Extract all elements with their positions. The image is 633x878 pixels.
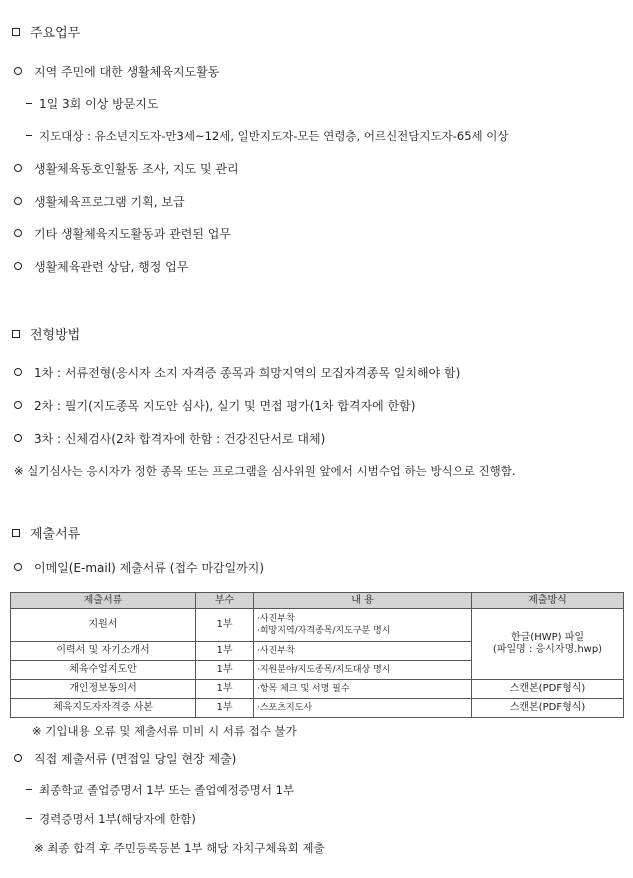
selection-item: 3차 : 신체검사(2차 합격자에 한함 : 건강진단서로 대체) — [14, 431, 325, 447]
circle-bullet-icon — [14, 754, 22, 762]
circle-bullet-icon — [14, 368, 22, 376]
table-header-row — [11, 593, 624, 609]
duty-item: 기타 생활체육지도활동과 관련된 업무 — [14, 226, 231, 242]
selection-note: ※ 실기심사는 응시자가 정한 종목 또는 프로그램을 심사위원 앞에서 시범수업 하는 방식으로 진행함. — [14, 464, 516, 478]
table-row — [11, 609, 624, 642]
doc-copies: 1부 — [196, 680, 254, 699]
doc-method-line: (파일명 : 응시자명.hwp) — [492, 644, 603, 655]
doc-name: 체육수업지도안 — [11, 661, 196, 680]
onsite-item: 최종학교 졸업증명서 1부 또는 졸업예정증명서 1부 — [26, 782, 294, 798]
email-submission-label: 이메일(E-mail) 제출서류 (접수 마감일까지) — [14, 560, 264, 576]
doc-name: 개인정보동의서 — [11, 680, 196, 699]
doc-name: 이력서 및 자기소개서 — [11, 642, 196, 661]
dash-bullet-icon — [26, 135, 32, 136]
circle-bullet-icon — [14, 229, 22, 237]
doc-name: 지원서 — [11, 609, 196, 642]
doc-contents — [254, 609, 472, 642]
doc-contents: ·사진부착 — [254, 642, 472, 661]
doc-contents: ·스포츠지도사 — [254, 699, 472, 718]
doc-contents: ·지원분야/지도종목/지도대상 명시 — [254, 661, 472, 680]
circle-bullet-icon — [14, 197, 22, 205]
final-note: ※ 최종 합격 후 주민등록등본 1부 해당 자치구체육회 제출 — [34, 841, 325, 855]
square-bullet-icon — [12, 28, 20, 36]
doc-copies: 1부 — [196, 642, 254, 661]
circle-bullet-icon — [14, 434, 22, 442]
table-row — [11, 680, 624, 699]
doc-copies: 1부 — [196, 699, 254, 718]
table-note: ※ 기입내용 오류 및 제출서류 미비 시 서류 접수 불가 — [32, 724, 297, 738]
duty-item: 생활체육동호인활동 조사, 지도 및 관리 — [14, 161, 239, 177]
table-header: 제출방식 — [472, 593, 624, 609]
table-row — [11, 699, 624, 718]
duties-heading: 주요업무 — [12, 26, 80, 42]
circle-bullet-icon — [14, 262, 22, 270]
doc-method-line: 한글(HWP) 파일 — [510, 632, 585, 643]
table-header: 내 용 — [254, 593, 472, 609]
dash-bullet-icon — [26, 818, 32, 819]
doc-copies: 1부 — [196, 609, 254, 642]
doc-contents: ·항목 체크 및 서명 필수 — [254, 680, 472, 699]
circle-bullet-icon — [14, 67, 22, 75]
circle-bullet-icon — [14, 164, 22, 172]
selection-item: 2차 : 필기(지도종목 지도안 심사), 실기 및 면접 평가(1차 합격자에 한함) — [14, 398, 415, 414]
selection-heading: 전형방법 — [12, 328, 80, 344]
table-header: 부수 — [196, 593, 254, 609]
doc-content-item: ·사진부착 — [257, 614, 295, 624]
duty-item: 생활체육프로그램 기획, 보급 — [14, 194, 185, 210]
square-bullet-icon — [12, 330, 20, 338]
doc-name: 체육지도자자격증 사본 — [11, 699, 196, 718]
duty-subitem: 지도대상 : 유소년지도자-만3세~12세, 일반지도자-모든 연령층, 어르신전담지도자-65세 이상 — [26, 128, 509, 144]
circle-bullet-icon — [14, 563, 22, 571]
documents-table — [10, 592, 624, 718]
onsite-item: 경력증명서 1부(해당자에 한함) — [26, 811, 196, 827]
dash-bullet-icon — [26, 789, 32, 790]
documents-heading: 제출서류 — [12, 527, 80, 543]
duty-subitem: 1일 3회 이상 방문지도 — [26, 96, 158, 112]
square-bullet-icon — [12, 529, 20, 537]
doc-method-merged — [472, 609, 624, 680]
table-header: 제출서류 — [11, 593, 196, 609]
duty-item: 지역 주민에 대한 생활체육지도활동 — [14, 64, 219, 80]
doc-content-item: ·희망지역/자격종목/지도구분 명시 — [257, 626, 391, 636]
doc-copies: 1부 — [196, 661, 254, 680]
duty-item: 생활체육관련 상담, 행정 업무 — [14, 259, 188, 275]
dash-bullet-icon — [26, 103, 32, 104]
onsite-submission-label: 직접 제출서류 (면접일 당일 현장 제출) — [14, 751, 236, 767]
circle-bullet-icon — [14, 401, 22, 409]
selection-item: 1차 : 서류전형(응시자 소지 자격증 종목과 희망지역의 모집자격종목 일치해야 함) — [14, 365, 460, 381]
doc-method: 스캔본(PDF형식) — [472, 699, 624, 718]
doc-method: 스캔본(PDF형식) — [472, 680, 624, 699]
